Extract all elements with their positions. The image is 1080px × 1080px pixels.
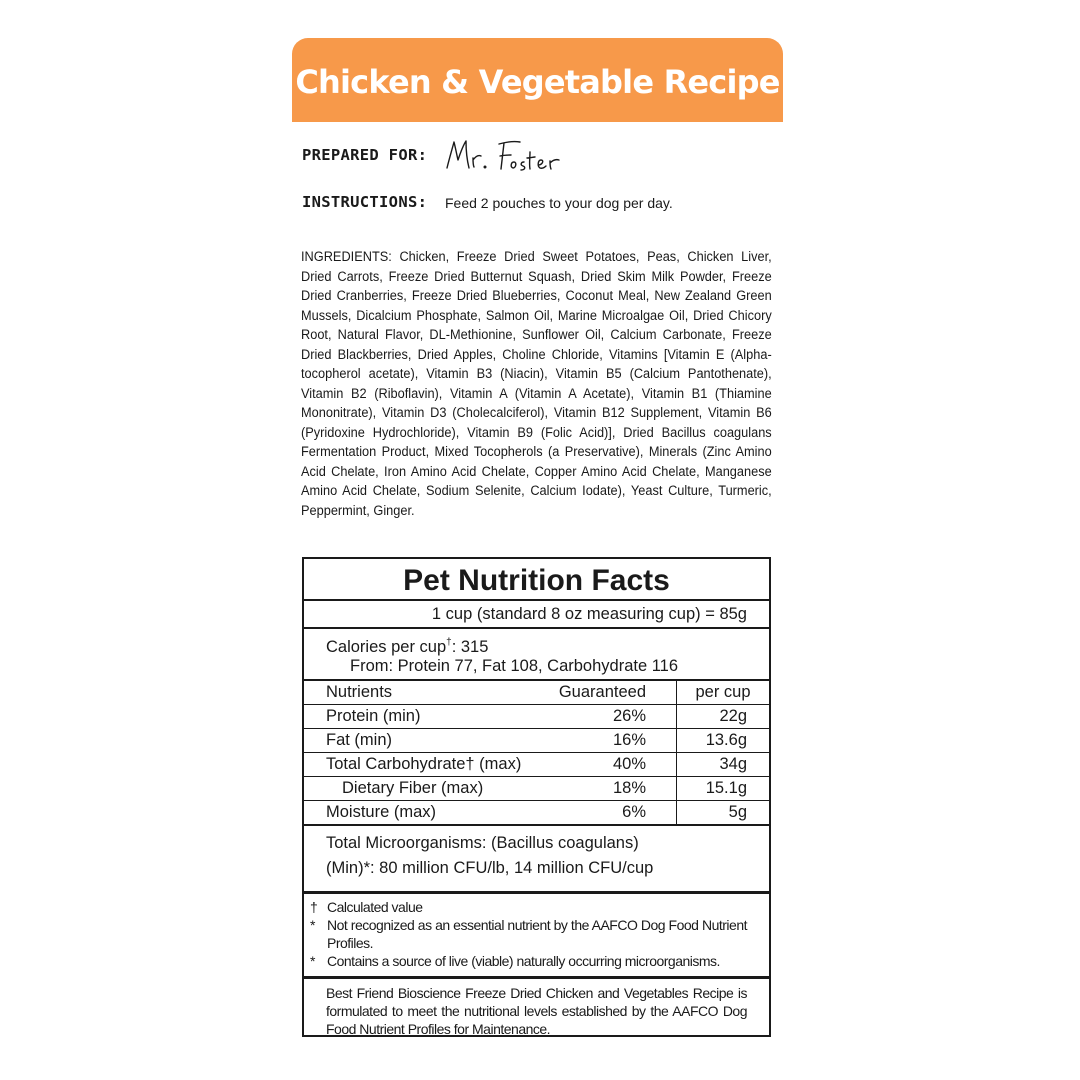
header-guaranteed: Guaranteed <box>526 681 677 705</box>
table-row <box>304 801 769 826</box>
table-header-row <box>304 681 769 705</box>
calories-line <box>326 633 769 657</box>
footnote <box>310 898 747 916</box>
nutrient-guaranteed: 16% <box>526 729 677 753</box>
table-row <box>304 729 769 753</box>
calories-value: : 315 <box>451 638 489 656</box>
footnote-mark: † <box>310 899 318 915</box>
footnote-mark: * <box>310 917 315 933</box>
footnote-text: Calculated value <box>327 899 423 915</box>
nutrition-facts-panel <box>302 557 771 1037</box>
table-row <box>304 753 769 777</box>
nutrient-table <box>304 681 769 826</box>
calories-prefix: Calories per cup <box>326 638 447 656</box>
instructions-text: Feed 2 pouches to your dog per day. <box>445 195 673 211</box>
recipe-title: Chicken & Vegetable Recipe <box>295 63 780 101</box>
nutrient-per-cup: 15.1g <box>677 777 770 801</box>
table-row <box>304 777 769 801</box>
calories-dagger: † <box>446 637 452 648</box>
calories-block <box>304 629 769 681</box>
serving-size: 1 cup (standard 8 oz measuring cup) = 85g <box>304 601 769 629</box>
footnote-text: Contains a source of live (viable) naturally occurring microorganisms. <box>327 953 720 969</box>
microorganisms-block <box>304 826 769 894</box>
nutrient-name: Fat (min) <box>304 729 526 753</box>
nutrient-per-cup: 22g <box>677 705 770 729</box>
calories-from: From: Protein 77, Fat 108, Carbohydrate 116 <box>350 657 679 675</box>
nutrient-name: Dietary Fiber (max) <box>304 777 526 801</box>
footnote <box>310 916 747 952</box>
table-row <box>304 705 769 729</box>
prepared-for-label: PREPARED FOR: <box>302 146 428 164</box>
footnotes <box>304 894 769 979</box>
nutrient-guaranteed: 6% <box>526 801 677 826</box>
microorganisms-line-2: (Min)*: 80 million CFU/lb, 14 million CFU/cup <box>326 859 654 877</box>
nutrient-name: Moisture (max) <box>304 801 526 826</box>
nutrient-per-cup: 5g <box>677 801 770 826</box>
instructions-label: INSTRUCTIONS: <box>302 193 428 211</box>
nutrient-guaranteed: 18% <box>526 777 677 801</box>
nutrient-guaranteed: 40% <box>526 753 677 777</box>
microorganisms-line-1: Total Microorganisms: (Bacillus coagulans) <box>326 834 639 852</box>
title-banner <box>292 38 783 122</box>
header-nutrients: Nutrients <box>304 681 526 705</box>
footnote-text: Not recognized as an essential nutrient by the AAFCO Dog Food Nutrient Profiles. <box>327 917 747 951</box>
facts-title: Pet Nutrition Facts <box>304 559 769 601</box>
nutrient-name: Protein (min) <box>304 705 526 729</box>
footnote <box>310 952 747 970</box>
aafco-statement: Best Friend Bioscience Freeze Dried Chicken and Vegetables Recipe is formulated to meet the nutritional levels established by the AAFCO Dog Food Nutrient Profiles for Maintenance. <box>326 985 747 1037</box>
nutrient-guaranteed: 26% <box>526 705 677 729</box>
header-per-cup: per cup <box>677 681 770 705</box>
nutrient-per-cup: 34g <box>677 753 770 777</box>
ingredients-paragraph: INGREDIENTS: Chicken, Freeze Dried Sweet Potatoes, Peas, Chicken Liver, Dried Carrots, Freeze Dried Butternut Squash, Dried Skim Milk Powder, Freeze Dried Cranberries, Freeze Dried Blueberries, Coconut Meal, New Zealand Green Mussels, Dicalcium Phosphate, Salmon Oil, Marine Microalgae Oil, Dried Chicory Root, Natural Flavor, DL-Methionine, Sunflower Oil, Calcium Carbonate, Freeze Dried Blackberries, Dried Apples, Choline Chloride, Vitamins [Vitamin E (Alpha-tocopherol acetate), Vitamin B3 (Niacin), Vitamin B5 (Calcium Pantothenate), Vitamin B2 (Riboflavin), Vitamin A (Vitamin A Acetate), Vitamin B1 (Thiamine Mononitrate), Vitamin D3 (Cholecalciferol), Vitamin B12 Supplement, Vitamin B6 (Pyridoxine Hydrochloride), Vitamin B9 (Folic Acid)], Dried Bacillus coagulans Fermentation Product, Mixed Tocopherols (a Preservative), Minerals (Zinc Amino Acid Chelate, Iron Amino Acid Chelate, Copper Amino Acid Chelate, Manganese Amino Acid Chelate, Sodium Selenite, Calcium Iodate), Yeast Culture, Turmeric, Peppermint, Ginger. <box>301 249 772 519</box>
signature-mr-foster <box>444 134 574 178</box>
nutrient-name: Total Carbohydrate† (max) <box>304 753 526 777</box>
footnote-mark: * <box>310 953 315 969</box>
nutrient-per-cup: 13.6g <box>677 729 770 753</box>
